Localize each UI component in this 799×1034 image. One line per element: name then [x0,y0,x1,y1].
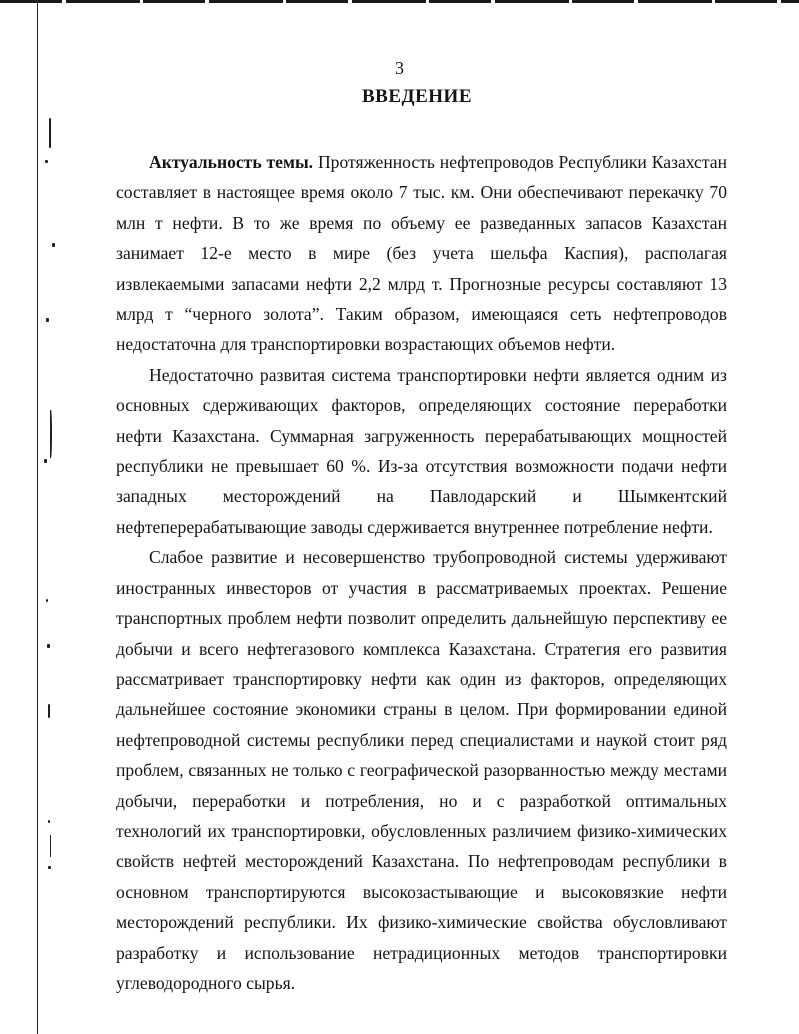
margin-mark [48,866,51,869]
margin-mark [45,160,48,163]
paragraph: Недостаточно развитая система транспортировки нефти является одним из основных сдерживающих факторов, определяющих состояние переработки нефти Казахстана. Суммарная загруженность перерабатывающих мощностей республики не превышает 60 %. Из-за отсутствия возможности подачи нефти западных месторождений на Павлодарский и Шымкентский нефтеперерабатывающие заводы сдерживается внутреннее потребление нефти. [116,364,727,537]
margin-mark [47,644,50,648]
paragraph [116,147,727,360]
margin-mark [49,118,51,148]
margin-mark [50,410,52,458]
paragraph-text: Протяженность нефтепроводов Республики Казахстан составляет в настоящее время около 7 тыс. км. Они обеспечивают перекачку 70 млн т нефти. В то же время по объему ее разведанных запасов Казахстан занимает 12-е место в мире (без учета шельфа Каспия), располагая извлекаемыми запасами нефти 2,2 млрд т. Прогнозные ресурсы составляют 13 млрд т “черного золота”. Таким образом, имеющаяся сеть нефтепроводов недостаточна для транспортировки возрастающих объемов нефти. [116,152,727,355]
margin-mark [46,318,49,322]
paragraph: Слабое развитие и несовершенство трубопроводной системы удерживают иностранных инвесторов от участия в рассматриваемых проектах. Решение транспортных проблем нефти позволит определить дальнейшую перспективу ее добычи и всего нефтегазового комплекса Казахстана. Стратегия его развития рассматривает транспортировку нефти как один из факторов, определяющих дальнейшее состояние экономики страны в целом. При формировании единой нефтепроводной системы республики перед специалистами и наукой стоит ряд проблем, связанных не только с географической разорванностью между местами добычи, переработки и потребления, но и с разработкой оптимальных технологий их транспортировки, обусловленных различием физико-химических свойств нефтей месторождений Казахстана. По нефтепроводам республики в основном транспортируются высокозастывающие и высоковязкие нефти месторождений республики. Их физико-химические свойства обусловливают разработку и использование нетрадиционных методов транспортировки углеводородного сырья. [116,547,727,993]
scan-top-border [0,0,799,3]
margin-mark [50,835,51,857]
margin-mark [48,820,50,823]
scan-left-border [37,0,38,1034]
margin-mark [48,704,50,718]
section-heading: ВВЕДЕНИЕ [362,86,472,107]
body-text [116,147,727,998]
margin-mark [46,599,48,602]
margin-mark [44,459,47,463]
page-number: 3 [395,58,404,78]
paragraph-lead: Актуальность темы. [149,152,314,172]
margin-mark [52,243,55,247]
